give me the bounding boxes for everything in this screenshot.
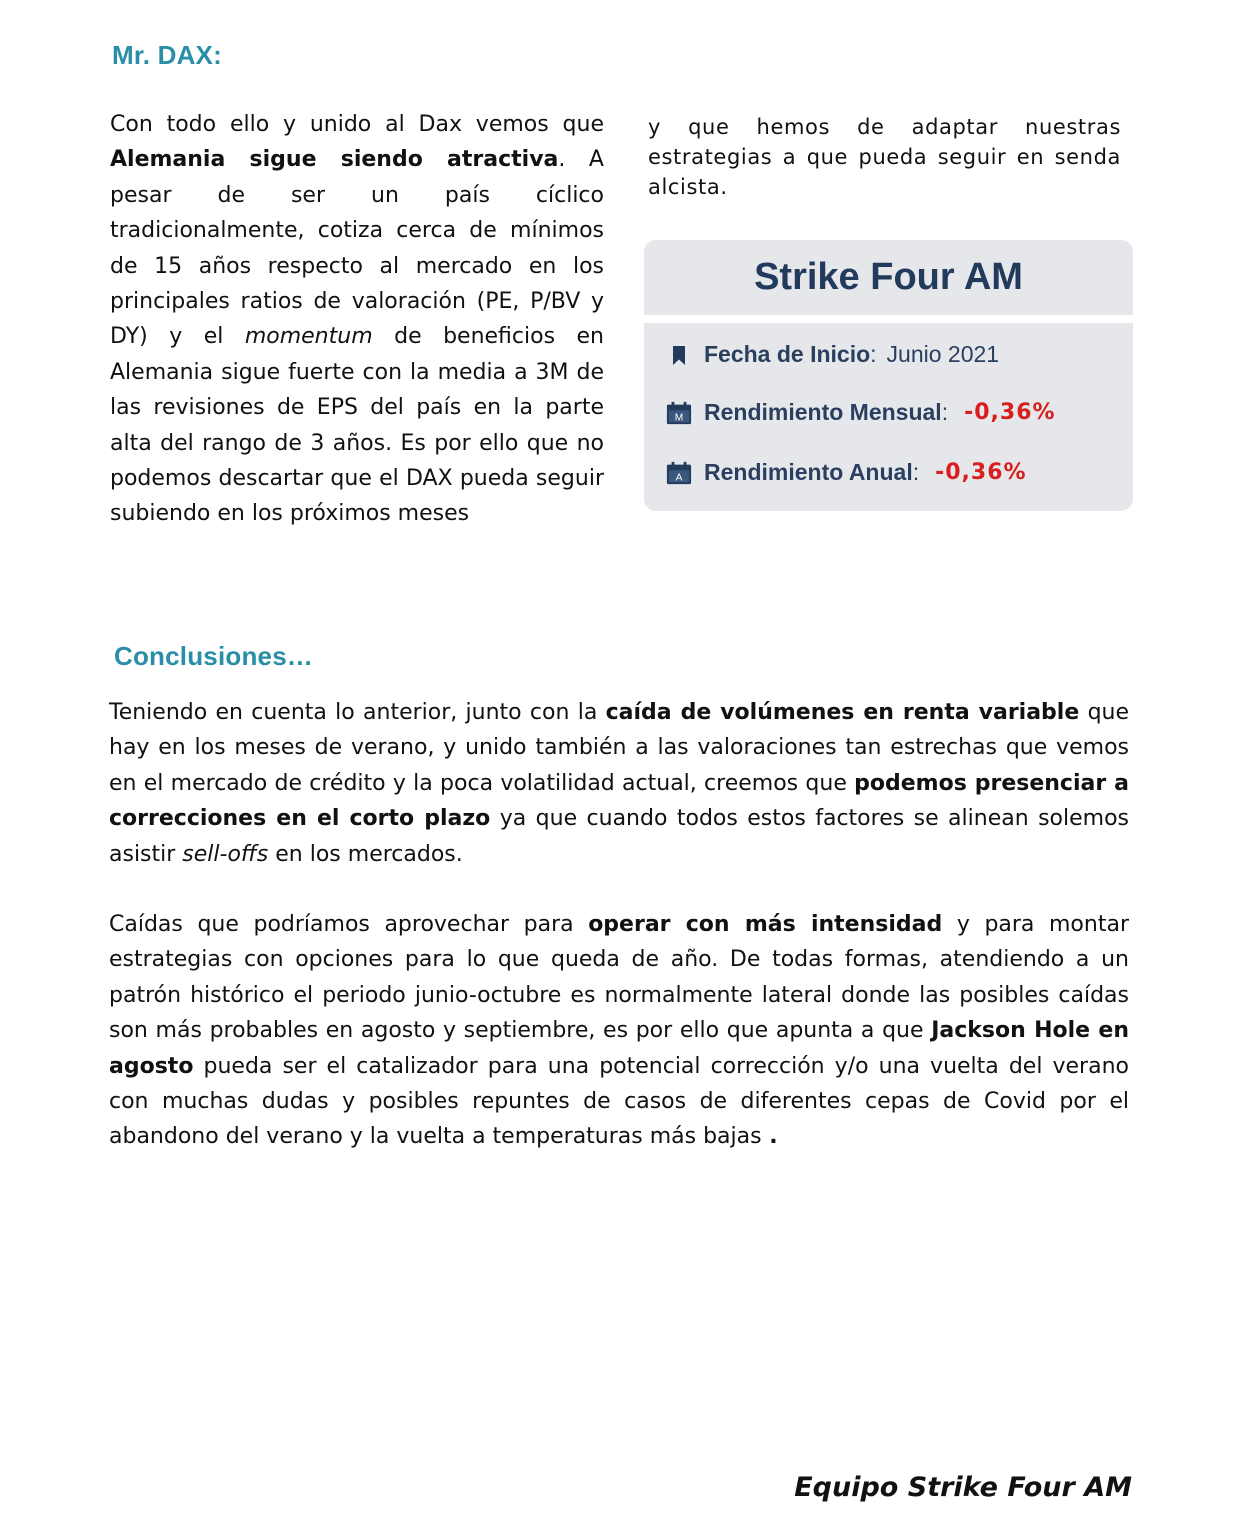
dax-left-column <box>110 107 604 532</box>
text-span: Caídas que podríamos aprovechar para <box>109 912 589 938</box>
start-date-label: Fecha de Inicio <box>704 341 871 367</box>
bold-text: caída de volúmenes en renta variable <box>605 700 1080 725</box>
section-heading-mr-dax: Mr. DAX: <box>112 40 222 70</box>
monthly-return-row <box>666 399 1056 426</box>
italic-text: momentum <box>244 324 373 350</box>
text-span: Teniendo en cuenta lo anterior, junto con la <box>109 700 606 725</box>
annual-return-row <box>666 459 1027 486</box>
bold-text: Jackson Hole en agosto <box>109 1018 1129 1079</box>
dax-continuation-paragraph: y que hemos de adaptar nuestras estrategias a que pueda seguir en senda alcista. <box>648 115 1121 199</box>
text-span: y para montar estrategias con opciones para lo que queda de año. De todas formas, atendiendo a un patrón histórico el periodo junio-octubre es normalmente lateral donde las posibles caídas son más probables en agosto y septiembre, es por ello que apunta a que <box>109 912 1129 1044</box>
text-span: pueda ser el catalizador para una potencial corrección y/o una vuelta del verano con muchas dudas y posibles repuntes de casos de diferentes cepas de Covid por el abandono del verano y la vuelta a temperaturas más bajas <box>109 1053 1129 1150</box>
text-span: . A pesar de ser un país cíclico tradicionalmente, cotiza cerca de mínimos de 15 años respecto al mercado en los principales ratios de valoración (PE, P/BV y DY) y el <box>110 147 604 350</box>
label-colon: : <box>870 341 877 367</box>
monthly-return-label: Rendimiento Mensual <box>704 399 942 425</box>
fund-info-card <box>644 240 1133 511</box>
calendar-month-icon <box>666 400 692 426</box>
year-icon-letter: A <box>675 471 683 483</box>
monthly-return-value: -0,36% <box>964 400 1056 425</box>
bold-period: . <box>761 1124 778 1150</box>
annual-return-value: -0,36% <box>935 460 1027 485</box>
month-icon-letter: M <box>674 411 684 423</box>
start-date-row <box>666 341 999 368</box>
team-signature: Equipo Strike Four AM <box>794 1472 1132 1503</box>
text-span: de beneficios en Alemania sigue fuerte con la media a 3M de las revisiones de EPS del país en la parte alta del rango de 3 años. Es por ello que no podemos descartar que el DAX pueda seguir subiendo en los próximos meses <box>110 324 604 527</box>
conclusions-body <box>109 695 1129 1155</box>
annual-return-label: Rendimiento Anual <box>704 459 913 485</box>
italic-text: sell-offs <box>182 841 269 867</box>
bold-text: podemos presenciar a correcciones en el corto plazo <box>109 770 1129 832</box>
label-colon: : <box>912 459 920 485</box>
text-span: en los mercados. <box>268 841 463 867</box>
card-title: Strike Four AM <box>754 256 1023 298</box>
text-span: ya que cuando todos estos factores se alinean solemos asistir <box>109 806 1130 867</box>
dax-paragraph <box>110 107 604 532</box>
bookmark-icon <box>666 342 692 368</box>
section-heading-conclusiones: Conclusiones… <box>114 641 314 671</box>
dax-right-column <box>648 112 1121 202</box>
bold-text: operar con más intensidad <box>588 912 943 938</box>
conclusions-paragraph-2 <box>109 907 1129 1155</box>
start-date-value: Junio 2021 <box>886 341 1000 367</box>
bold-text: Alemania sigue siendo atractiva <box>110 147 559 173</box>
text-span: Con todo ello y unido al Dax vemos que <box>110 112 604 137</box>
card-divider <box>644 315 1133 323</box>
conclusions-paragraph-1 <box>109 695 1129 872</box>
label-colon: : <box>941 399 949 425</box>
calendar-year-icon <box>666 460 692 486</box>
text-span: que hay en los meses de verano, y unido también a las valoraciones tan estrechas que vemos en el mercado de crédito y la poca volatilidad actual, creemos que <box>109 700 1130 796</box>
